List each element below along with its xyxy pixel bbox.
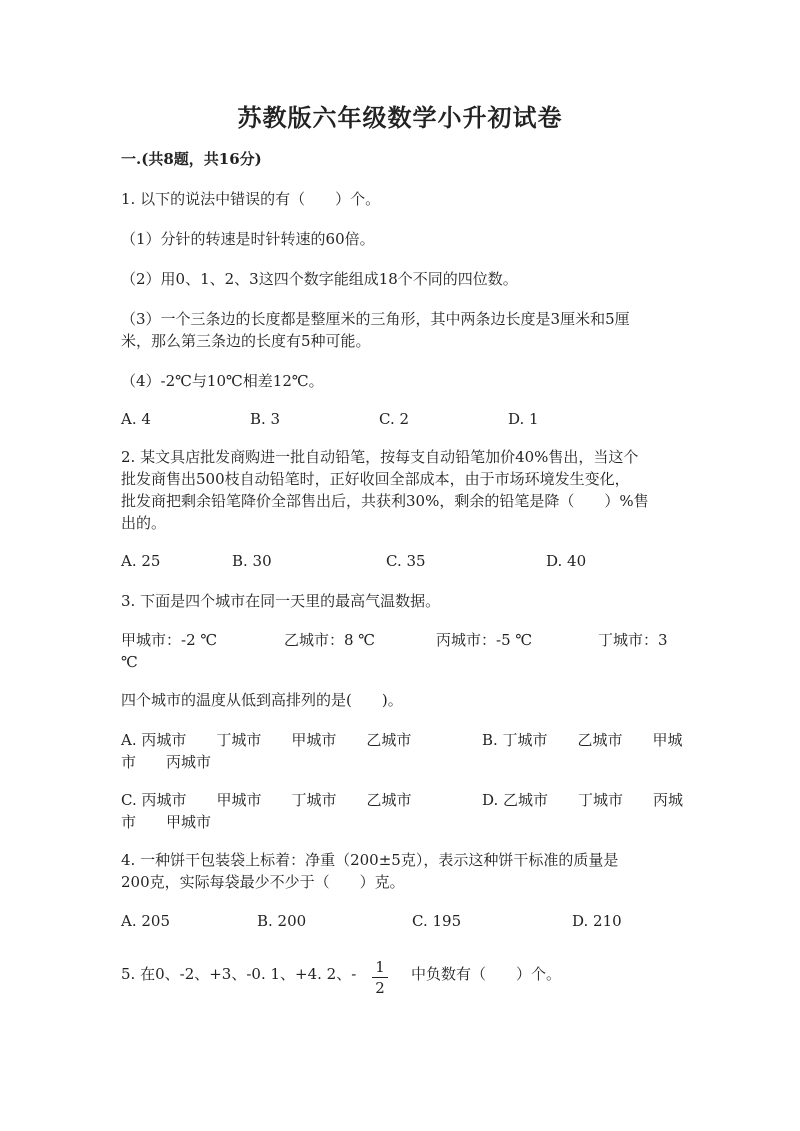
- city-ding-cont: ℃: [121, 653, 138, 671]
- question-3-option-a: A. 丙城市 丁城市 甲城市 乙城市: [121, 731, 412, 749]
- question-3-option-d: D. 乙城市 丁城市 丙城: [482, 791, 684, 809]
- question-3-option-d-cont: 市 甲城市: [121, 813, 212, 831]
- question-1-option-a: A. 4: [121, 410, 151, 428]
- page-title: 苏教版六年级数学小升初试卷: [237, 103, 563, 132]
- fraction-denominator: 2: [375, 979, 385, 997]
- question-1-statement-1: （1）分针的转速是时针转速的60倍。: [121, 230, 375, 248]
- city-jia: 甲城市：-2 ℃: [121, 631, 218, 649]
- question-3-stem: 3. 下面是四个城市在同一天里的最高气温数据。: [121, 592, 441, 610]
- fraction-numerator: 1: [375, 958, 385, 976]
- fraction-bar: [372, 977, 388, 978]
- question-1-statement-4: （4）-2℃与10℃相差12℃。: [121, 372, 324, 390]
- question-4-option-b: B. 200: [257, 912, 307, 930]
- question-5-suffix: 中负数有（ ）个。: [411, 965, 562, 983]
- question-2-line-3: 批发商把剩余铅笔降价全部售出后，共获利30%，剩余的铅笔是降（ ）%售: [121, 492, 649, 510]
- question-2-line-4: 出的。: [121, 514, 167, 532]
- question-1-option-b: B. 3: [250, 410, 281, 428]
- question-2-option-c: C. 35: [386, 552, 426, 570]
- question-1-option-d: D. 1: [508, 410, 539, 428]
- question-4-option-c: C. 195: [412, 912, 462, 930]
- question-2-line-1: 2. 某文具店批发商购进一批自动铅笔，按每支自动铅笔加价40%售出，当这个: [121, 448, 639, 466]
- question-2-line-2: 批发商售出500枝自动铅笔时，正好收回全部成本，由于市场环境发生变化，: [121, 470, 630, 488]
- question-3-option-b-cont: 市 丙城市: [121, 753, 212, 771]
- city-yi: 乙城市：8 ℃: [284, 631, 376, 649]
- question-4-option-a: A. 205: [121, 912, 170, 930]
- question-4-option-d: D. 210: [572, 912, 622, 930]
- question-4-line-2: 200克，实际每袋最少不少于（ ）克。: [121, 873, 405, 891]
- question-1-option-c: C. 2: [379, 410, 410, 428]
- city-bing: 丙城市：-5 ℃: [436, 631, 533, 649]
- fraction-one-half: [372, 958, 388, 997]
- question-3-option-c: C. 丙城市 甲城市 丁城市 乙城市: [121, 791, 412, 809]
- question-1-stem: 1. 以下的说法中错误的有（ ）个。: [121, 190, 381, 208]
- question-5-prefix: 5. 在0、-2、+3、-0. 1、+4. 2、-: [121, 965, 357, 983]
- question-1-statement-3: （3）一个三条边的长度都是整厘米的三角形，其中两条边长度是3厘米和5厘: [121, 310, 630, 328]
- question-3-option-b: B. 丁城市 乙城市 甲城: [482, 731, 683, 749]
- question-2-option-a: A. 25: [121, 552, 161, 570]
- question-1-statement-2: （2）用0、1、2、3这四个数字能组成18个不同的四位数。: [121, 270, 518, 288]
- question-4-line-1: 4. 一种饼干包装袋上标着：净重（200±5克），表示这种饼干标准的质量是: [121, 851, 619, 869]
- section-header: 一.(共8题，共16分): [121, 150, 262, 168]
- question-2-option-b: B. 30: [232, 552, 272, 570]
- question-3-question: 四个城市的温度从低到高排列的是( )。: [121, 691, 403, 709]
- question-1-statement-3-cont: 米，那么第三条边的长度有5种可能。: [121, 332, 371, 350]
- city-ding: 丁城市：3: [598, 631, 668, 649]
- question-2-option-d: D. 40: [546, 552, 587, 570]
